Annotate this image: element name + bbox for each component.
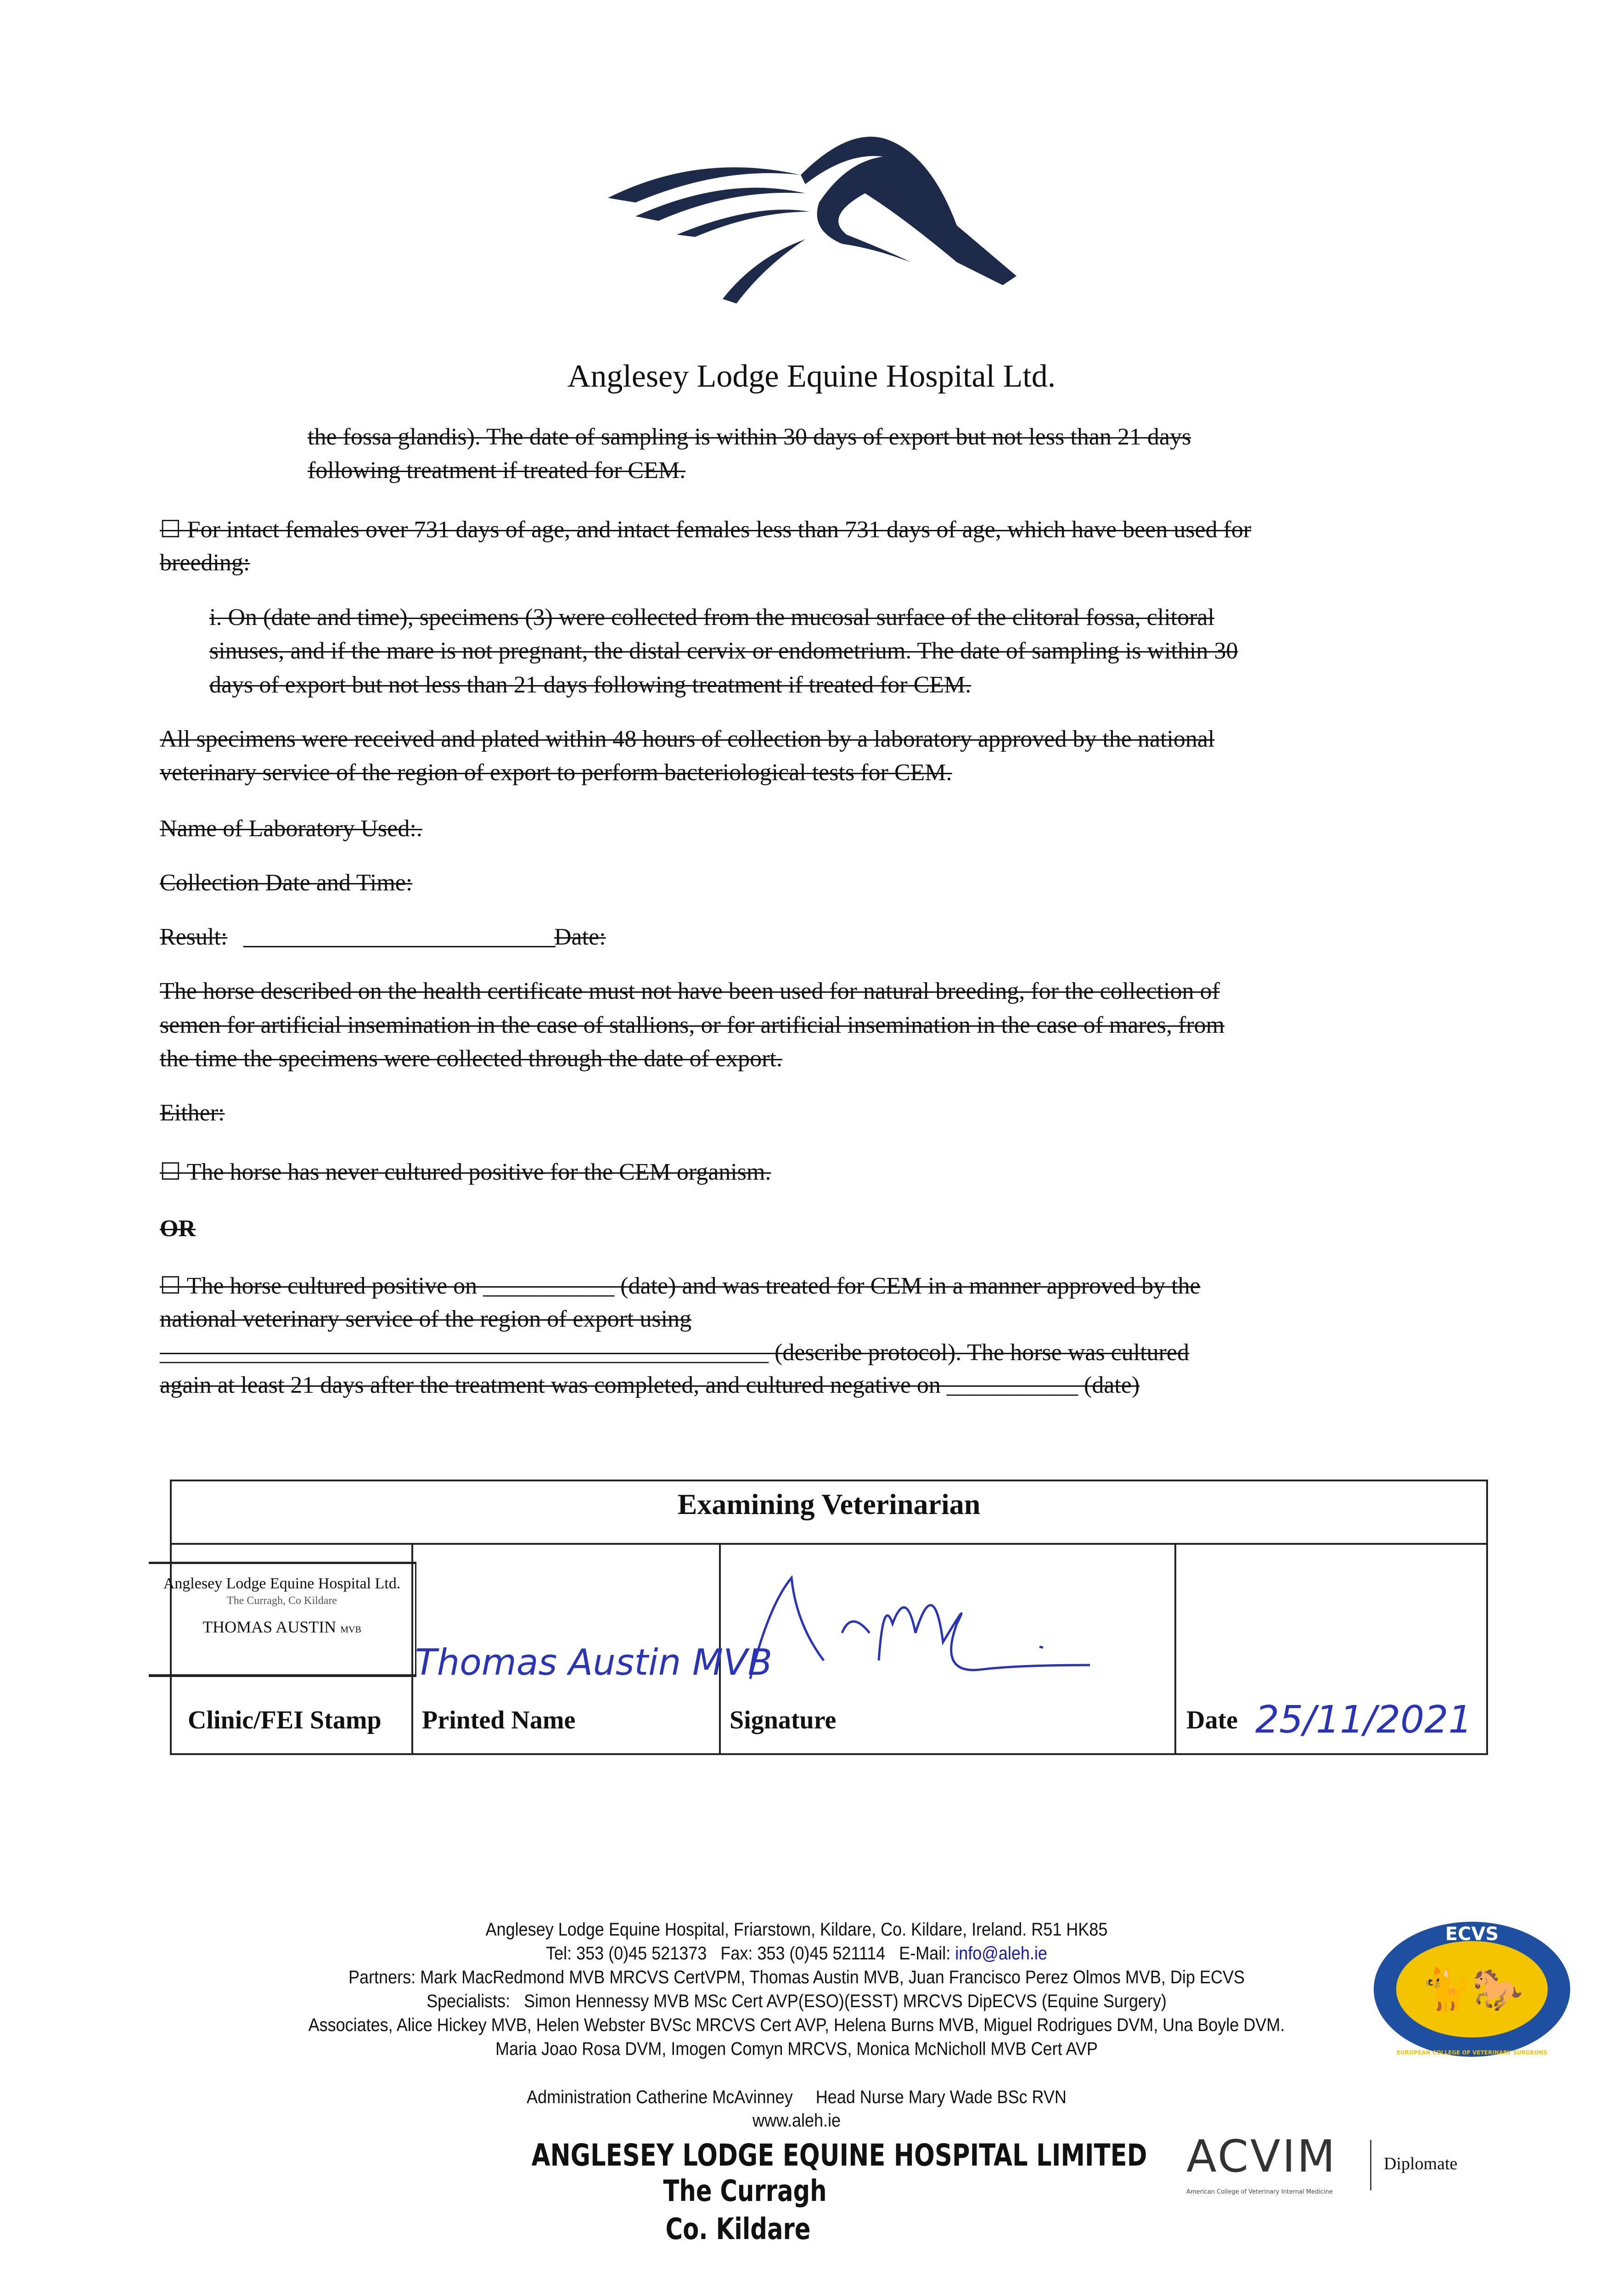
paragraph-line: the fossa glandis). The date of sampling is within 30 days of export but not less than 21 days <box>308 424 1191 450</box>
examining-veterinarian-table <box>163 1480 1488 1755</box>
result-blank <box>243 946 556 947</box>
printed-name-handwritten: Thomas Austin MVB <box>415 1642 773 1683</box>
collection-label: Collection Date and Time: <box>160 870 413 896</box>
signature <box>741 1569 1108 1688</box>
paragraph-line: breeding: <box>160 550 250 576</box>
address-line-1: The Curragh <box>663 2174 827 2208</box>
footer-website: www.aleh.ie <box>752 2110 841 2131</box>
female-checkbox-line: ☐ For intact females over 731 days of age, and intact females less than 731 days of age, which have been used for <box>160 517 1252 543</box>
paragraph-line: the time the specimens were collected through the date of export. <box>160 1046 782 1072</box>
paragraph-line: All specimens were received and plated within 48 hours of collection by a laboratory approved by the national <box>160 726 1215 752</box>
ecvs-label: ECVS <box>1445 1924 1499 1945</box>
address-line-2: Co. Kildare <box>665 2212 811 2246</box>
hospital-title: Anglesey Lodge Equine Hospital Ltd. <box>567 359 1056 394</box>
or-label: OR <box>160 1216 196 1242</box>
paragraph-line: semen for artificial insemination in the case of stallions, or for artificial insemination in the case of mares, from <box>160 1012 1225 1038</box>
never-positive-option: ☐ The horse has never cultured positive for the CEM organism. <box>160 1159 771 1185</box>
footer-contact: Tel: 353 (0)45 521373 Fax: 353 (0)45 521114 E-Mail: info@aleh.ie <box>546 1943 1047 1964</box>
email-link[interactable]: info@aleh.ie <box>955 1943 1047 1964</box>
footer-associates-2: Maria Joao Rosa DVM, Imogen Comyn MRCVS, Monica McNicholl MVB Cert AVP <box>495 2039 1098 2059</box>
table-heading: Examining Veterinarian <box>172 1481 1486 1545</box>
paragraph-line: veterinary service of the region of export to perform bacteriological tests for CEM. <box>160 760 952 786</box>
signature-label: Signature <box>730 1706 837 1734</box>
paragraph-line: days of export but not less than 21 days following treatment if treated for CEM. <box>209 672 972 698</box>
date-label: Date: <box>554 924 606 950</box>
horse-logo <box>608 124 1021 304</box>
paragraph-line: i. On (date and time), specimens (3) were collected from the mucosal surface of the clitoral fossa, clitoral <box>209 604 1214 630</box>
ecvs-badge: 🐈🐎 ECVS EUROPEAN COLLEGE OF VETERINARY SURGEONS <box>1374 1922 1570 2057</box>
paragraph-line: The horse described on the health certificate must not have been used for natural breeding, for the collection of <box>160 978 1220 1004</box>
paragraph-line: ___________________________________________________ (describe protocol). The horse was cultured <box>160 1339 1189 1366</box>
date-handwritten: 25/11/2021 <box>1255 1698 1472 1742</box>
result-label: Result: <box>160 924 228 950</box>
company-name: ANGLESEY LODGE EQUINE HOSPITAL LIMITED <box>531 2138 1147 2173</box>
lab-label: Name of Laboratory Used:. <box>160 816 422 842</box>
acvim-logo: ACVIM American College of Veterinary Internal Medicine Diplomate <box>1186 2131 1458 2195</box>
cultured-positive-option: ☐ The horse cultured positive on ___________ (date) and was treated for CEM in a manner approved by the <box>160 1273 1201 1299</box>
date-label: Date <box>1186 1706 1238 1734</box>
printed-name-label: Printed Name <box>422 1706 576 1734</box>
paragraph-line: following treatment if treated for CEM. <box>308 457 686 484</box>
paragraph-line: national veterinary service of the region of export using <box>160 1306 692 1332</box>
paragraph-line: again at least 21 days after the treatment was completed, and cultured negative on ___________ (date) <box>160 1372 1140 1398</box>
footer-admin: Administration Catherine McAvinney Head Nurse Mary Wade BSc RVN <box>527 2087 1067 2107</box>
clinic-stamp: Anglesey Lodge Equine Hospital Ltd. The Curragh, Co Kildare THOMAS AUSTIN MVB <box>149 1562 416 1677</box>
footer-associates: Associates, Alice Hickey MVB, Helen Webster BVSc MRCVS Cert AVP, Helena Burns MVB, Miguel Rodrigues DVM, Una Boyle DVM. <box>308 2015 1285 2035</box>
stamp-label: Clinic/FEI Stamp <box>188 1706 382 1734</box>
paragraph-line: sinuses, and if the mare is not pregnant, the distal cervix or endometrium. The date of sampling is within 30 <box>209 638 1238 664</box>
footer-address: Anglesey Lodge Equine Hospital, Friarstown, Kildare, Co. Kildare, Ireland. R51 HK85 <box>485 1919 1108 1940</box>
either-label: Either: <box>160 1100 225 1126</box>
footer-partners: Partners: Mark MacRedmond MVB MRCVS CertVPM, Thomas Austin MVB, Juan Francisco Perez Olmos MVB, Dip ECVS <box>348 1967 1245 1987</box>
footer-specialists: Specialists: Simon Hennessy MVB MSc Cert AVP(ESO)(ESST) MRCVS DipECVS (Equine Surgery) <box>427 1991 1167 2011</box>
